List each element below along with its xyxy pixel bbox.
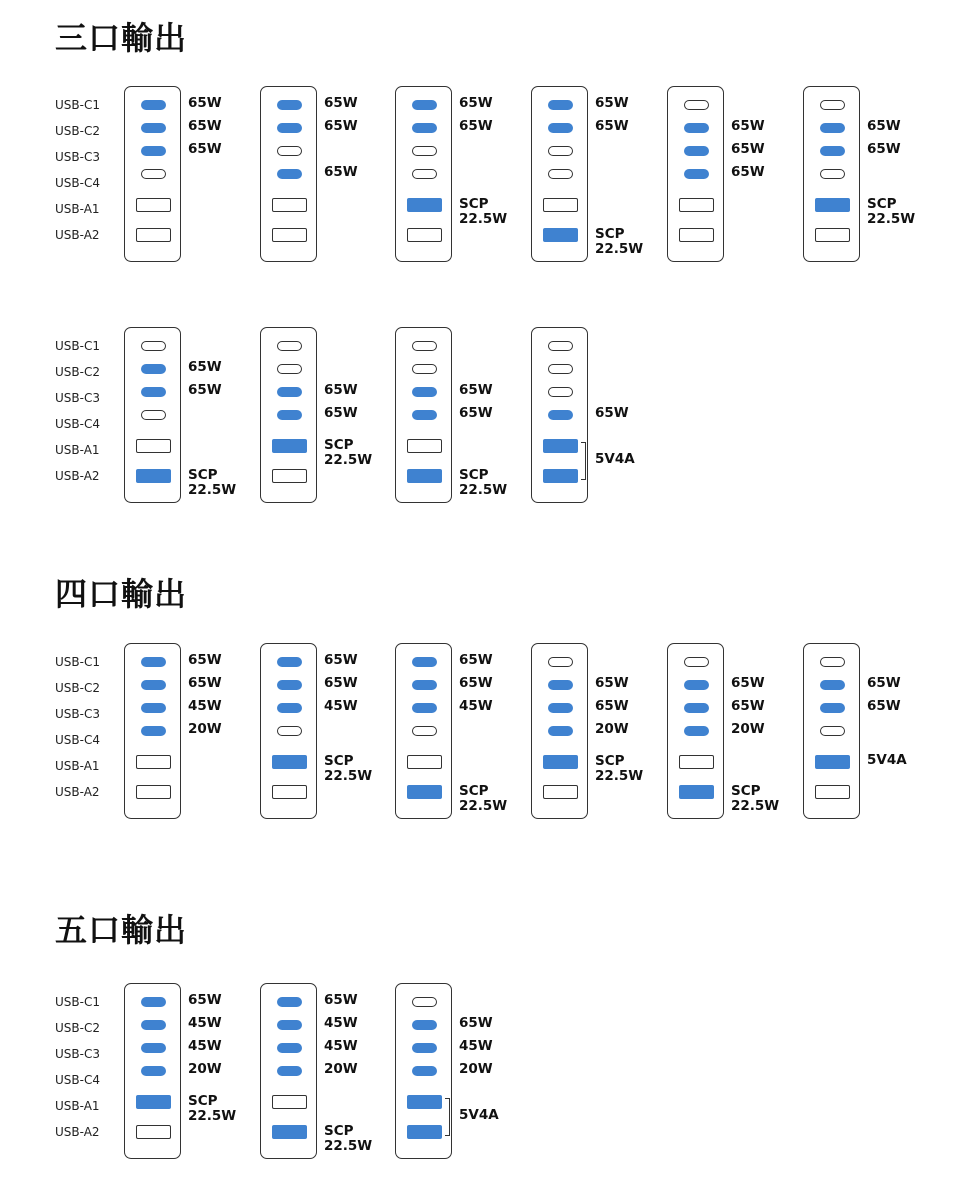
wattage-label: 65W <box>324 95 358 111</box>
port-label: USB-C3 <box>55 707 100 721</box>
port-label: USB-A2 <box>55 785 100 799</box>
usb-a-port-1-idle <box>272 198 307 212</box>
usb-c-port-4-active <box>684 169 709 179</box>
usb-a-port-1-idle <box>407 439 442 453</box>
usb-c-port-1-active <box>141 100 166 110</box>
usb-c-port-3-active <box>548 703 573 713</box>
usb-c-port-2-active <box>141 1020 166 1030</box>
wattage-label: 65W <box>188 992 222 1008</box>
usb-a-port-1-idle <box>679 198 714 212</box>
usb-c-port-3-active <box>141 1043 166 1053</box>
wattage-label: SCP 22.5W <box>595 753 644 784</box>
wattage-label: 20W <box>731 721 765 737</box>
wattage-label: 5V4A <box>867 752 907 768</box>
wattage-label: 45W <box>188 698 222 714</box>
charger-config-6 <box>803 643 860 819</box>
port-label: USB-C2 <box>55 1021 100 1035</box>
usb-c-port-3-active <box>412 703 437 713</box>
wattage-label: 65W <box>188 359 222 375</box>
usb-a-port-1-idle <box>407 755 442 769</box>
wattage-label: 65W <box>595 95 629 111</box>
usb-a-port-2-idle <box>136 1125 171 1139</box>
usb-a-port-1-idle <box>272 1095 307 1109</box>
usb-c-port-4-active <box>548 726 573 736</box>
usb-c-port-4-active <box>412 1066 437 1076</box>
usb-a-port-1-idle <box>543 198 578 212</box>
usb-c-port-2-idle <box>548 364 573 374</box>
usb-a-port-1-active <box>543 439 578 453</box>
wattage-label: 65W <box>324 382 358 398</box>
combined-output-label: 5V4A <box>595 451 635 467</box>
port-label: USB-A2 <box>55 469 100 483</box>
wattage-label: SCP 22.5W <box>188 467 237 498</box>
usb-c-port-4-idle <box>548 169 573 179</box>
usb-c-port-3-idle <box>548 387 573 397</box>
port-label: USB-C2 <box>55 681 100 695</box>
usb-a-port-1-active <box>543 755 578 769</box>
usb-a-port-2-idle <box>136 785 171 799</box>
usb-c-port-2-active <box>412 680 437 690</box>
usb-a-port-2-active <box>272 1125 307 1139</box>
usb-c-port-1-active <box>548 100 573 110</box>
wattage-label: 45W <box>324 1038 358 1054</box>
wattage-label: SCP 22.5W <box>459 196 508 227</box>
wattage-label: 20W <box>188 721 222 737</box>
usb-c-port-3-active <box>684 703 709 713</box>
charger-config-1 <box>124 86 181 262</box>
usb-a-port-1-active <box>136 1095 171 1109</box>
wattage-label: 65W <box>867 118 901 134</box>
usb-c-port-4-active <box>277 410 302 420</box>
usb-a-port-1-active <box>407 1095 442 1109</box>
usb-c-port-1-idle <box>412 997 437 1007</box>
usb-a-port-2-active <box>407 785 442 799</box>
port-label: USB-C3 <box>55 391 100 405</box>
wattage-label: 20W <box>459 1061 493 1077</box>
usb-c-port-1-idle <box>277 341 302 351</box>
wattage-label: 65W <box>324 164 358 180</box>
usb-c-port-2-active <box>820 680 845 690</box>
usb-c-port-2-active <box>141 123 166 133</box>
usb-a-port-1-active <box>815 198 850 212</box>
usb-c-port-3-idle <box>412 146 437 156</box>
wattage-label: 65W <box>324 405 358 421</box>
usb-c-port-3-active <box>820 146 845 156</box>
usb-c-port-2-active <box>277 123 302 133</box>
usb-a-port-2-active <box>407 469 442 483</box>
charger-config-5 <box>667 86 724 262</box>
charger-config-1 <box>124 983 181 1159</box>
usb-c-port-4-active <box>277 169 302 179</box>
usb-c-port-2-active <box>684 680 709 690</box>
wattage-label: 65W <box>188 95 222 111</box>
wattage-label: 45W <box>324 1015 358 1031</box>
combined-output-label: 5V4A <box>459 1107 499 1123</box>
usb-c-port-3-active <box>141 387 166 397</box>
usb-c-port-3-active <box>277 387 302 397</box>
wattage-label: SCP 22.5W <box>867 196 916 227</box>
usb-c-port-3-active <box>141 146 166 156</box>
usb-a-port-2-idle <box>543 785 578 799</box>
usb-c-port-2-active <box>548 123 573 133</box>
usb-c-port-4-idle <box>141 410 166 420</box>
usb-c-port-2-active <box>141 680 166 690</box>
usb-c-port-4-idle <box>820 726 845 736</box>
usb-c-port-1-active <box>277 997 302 1007</box>
wattage-label: SCP 22.5W <box>731 783 780 814</box>
charger-config-3 <box>395 643 452 819</box>
usb-c-port-1-active <box>412 100 437 110</box>
port-label: USB-A1 <box>55 202 100 216</box>
usb-c-port-2-active <box>277 1020 302 1030</box>
port-label: USB-A1 <box>55 443 100 457</box>
usb-a-port-2-active <box>407 1125 442 1139</box>
charger-config-2 <box>260 643 317 819</box>
section-title: 三口輸出 <box>55 19 188 57</box>
usb-c-port-4-active <box>141 1066 166 1076</box>
wattage-label: 45W <box>324 698 358 714</box>
wattage-label: 65W <box>324 652 358 668</box>
usb-c-port-2-active <box>277 680 302 690</box>
wattage-label: 65W <box>731 141 765 157</box>
usb-c-port-4-idle <box>277 726 302 736</box>
wattage-label: 65W <box>459 1015 493 1031</box>
usb-c-port-1-active <box>141 997 166 1007</box>
wattage-label: 20W <box>188 1061 222 1077</box>
usb-a-port-2-idle <box>815 228 850 242</box>
usb-a-port-2-active <box>543 228 578 242</box>
usb-c-port-3-active <box>684 146 709 156</box>
combined-output-bracket <box>581 442 586 480</box>
charger-config-4 <box>531 327 588 503</box>
port-label: USB-C1 <box>55 995 100 1009</box>
section-title: 四口輸出 <box>55 575 188 613</box>
usb-c-port-1-idle <box>820 100 845 110</box>
usb-c-port-1-idle <box>548 341 573 351</box>
wattage-label: 65W <box>324 118 358 134</box>
wattage-label: 45W <box>459 698 493 714</box>
usb-c-port-3-active <box>277 703 302 713</box>
usb-c-port-3-active <box>412 387 437 397</box>
wattage-label: 65W <box>595 405 629 421</box>
charger-config-2 <box>260 327 317 503</box>
charger-config-2 <box>260 86 317 262</box>
usb-c-port-2-active <box>548 680 573 690</box>
wattage-label: 65W <box>731 675 765 691</box>
charger-config-3 <box>395 86 452 262</box>
usb-a-port-2-idle <box>815 785 850 799</box>
wattage-label: 65W <box>459 652 493 668</box>
port-label: USB-C1 <box>55 98 100 112</box>
usb-c-port-4-idle <box>820 169 845 179</box>
wattage-label: 65W <box>731 118 765 134</box>
wattage-label: 65W <box>188 118 222 134</box>
usb-a-port-2-idle <box>272 469 307 483</box>
wattage-label: SCP 22.5W <box>324 1123 373 1154</box>
port-label: USB-A1 <box>55 1099 100 1113</box>
wattage-label: SCP 22.5W <box>459 783 508 814</box>
usb-a-port-2-active <box>543 469 578 483</box>
usb-a-port-1-idle <box>136 198 171 212</box>
usb-c-port-1-idle <box>548 657 573 667</box>
usb-c-port-1-idle <box>684 657 709 667</box>
usb-a-port-2-idle <box>272 785 307 799</box>
wattage-label: 65W <box>867 675 901 691</box>
wattage-label: 65W <box>459 405 493 421</box>
usb-a-port-1-active <box>272 439 307 453</box>
wattage-label: 65W <box>188 675 222 691</box>
charger-config-3 <box>395 983 452 1159</box>
charger-config-2 <box>260 983 317 1159</box>
wattage-label: SCP 22.5W <box>459 467 508 498</box>
usb-a-port-1-idle <box>679 755 714 769</box>
wattage-label: 65W <box>188 141 222 157</box>
usb-c-port-4-active <box>277 1066 302 1076</box>
usb-c-port-3-active <box>412 1043 437 1053</box>
wattage-label: 65W <box>867 141 901 157</box>
wattage-label: 65W <box>324 675 358 691</box>
usb-c-port-4-active <box>412 410 437 420</box>
wattage-label: 65W <box>731 164 765 180</box>
wattage-label: 65W <box>324 992 358 1008</box>
wattage-label: SCP 22.5W <box>324 437 373 468</box>
charger-config-5 <box>667 643 724 819</box>
port-label: USB-C4 <box>55 1073 100 1087</box>
wattage-label: 65W <box>459 95 493 111</box>
port-label: USB-C3 <box>55 1047 100 1061</box>
port-label: USB-C1 <box>55 339 100 353</box>
wattage-label: 45W <box>188 1015 222 1031</box>
wattage-label: SCP 22.5W <box>188 1093 237 1124</box>
usb-c-port-2-active <box>684 123 709 133</box>
wattage-label: 45W <box>459 1038 493 1054</box>
wattage-label: 65W <box>459 675 493 691</box>
usb-c-port-3-idle <box>548 146 573 156</box>
wattage-label: 65W <box>731 698 765 714</box>
usb-c-port-2-active <box>141 364 166 374</box>
usb-c-port-4-active <box>548 410 573 420</box>
usb-c-port-1-active <box>277 657 302 667</box>
usb-c-port-2-active <box>412 1020 437 1030</box>
usb-c-port-4-idle <box>141 169 166 179</box>
usb-c-port-1-active <box>141 657 166 667</box>
wattage-label: 65W <box>188 382 222 398</box>
usb-a-port-1-idle <box>136 755 171 769</box>
wattage-label: 65W <box>595 118 629 134</box>
usb-a-port-2-active <box>136 469 171 483</box>
charger-config-1 <box>124 643 181 819</box>
wattage-label: 65W <box>595 675 629 691</box>
port-label: USB-C4 <box>55 733 100 747</box>
usb-a-port-2-idle <box>679 228 714 242</box>
port-label: USB-C4 <box>55 417 100 431</box>
wattage-label: SCP 22.5W <box>595 226 644 257</box>
charger-config-4 <box>531 86 588 262</box>
usb-a-port-2-idle <box>272 228 307 242</box>
usb-c-port-1-idle <box>820 657 845 667</box>
usb-c-port-1-active <box>412 657 437 667</box>
usb-a-port-1-active <box>815 755 850 769</box>
usb-c-port-2-idle <box>412 364 437 374</box>
charger-config-6 <box>803 86 860 262</box>
usb-c-port-3-idle <box>277 146 302 156</box>
usb-a-port-2-idle <box>136 228 171 242</box>
wattage-label: 45W <box>188 1038 222 1054</box>
wattage-label: 65W <box>459 118 493 134</box>
port-label: USB-A1 <box>55 759 100 773</box>
port-label: USB-A2 <box>55 228 100 242</box>
charger-config-1 <box>124 327 181 503</box>
charger-config-4 <box>531 643 588 819</box>
usb-c-port-2-idle <box>277 364 302 374</box>
port-label: USB-A2 <box>55 1125 100 1139</box>
charger-config-3 <box>395 327 452 503</box>
usb-a-port-1-active <box>272 755 307 769</box>
usb-c-port-2-active <box>820 123 845 133</box>
wattage-label: 65W <box>595 698 629 714</box>
usb-c-port-1-idle <box>684 100 709 110</box>
wattage-label: 20W <box>324 1061 358 1077</box>
port-label: USB-C3 <box>55 150 100 164</box>
port-label: USB-C2 <box>55 365 100 379</box>
usb-c-port-1-active <box>277 100 302 110</box>
wattage-label: 20W <box>595 721 629 737</box>
wattage-label: 65W <box>867 698 901 714</box>
wattage-label: 65W <box>459 382 493 398</box>
usb-a-port-1-idle <box>136 439 171 453</box>
port-label: USB-C2 <box>55 124 100 138</box>
usb-c-port-3-active <box>277 1043 302 1053</box>
combined-output-bracket <box>445 1098 450 1136</box>
section-title: 五口輸出 <box>55 911 188 949</box>
usb-c-port-4-active <box>684 726 709 736</box>
usb-c-port-2-active <box>412 123 437 133</box>
usb-a-port-2-idle <box>407 228 442 242</box>
wattage-label: 65W <box>188 652 222 668</box>
usb-c-port-1-idle <box>412 341 437 351</box>
usb-c-port-3-active <box>141 703 166 713</box>
usb-c-port-1-idle <box>141 341 166 351</box>
port-label: USB-C1 <box>55 655 100 669</box>
wattage-label: SCP 22.5W <box>324 753 373 784</box>
usb-a-port-1-active <box>407 198 442 212</box>
usb-c-port-4-idle <box>412 169 437 179</box>
usb-a-port-2-active <box>679 785 714 799</box>
usb-c-port-4-idle <box>412 726 437 736</box>
usb-c-port-3-active <box>820 703 845 713</box>
usb-c-port-4-active <box>141 726 166 736</box>
port-label: USB-C4 <box>55 176 100 190</box>
